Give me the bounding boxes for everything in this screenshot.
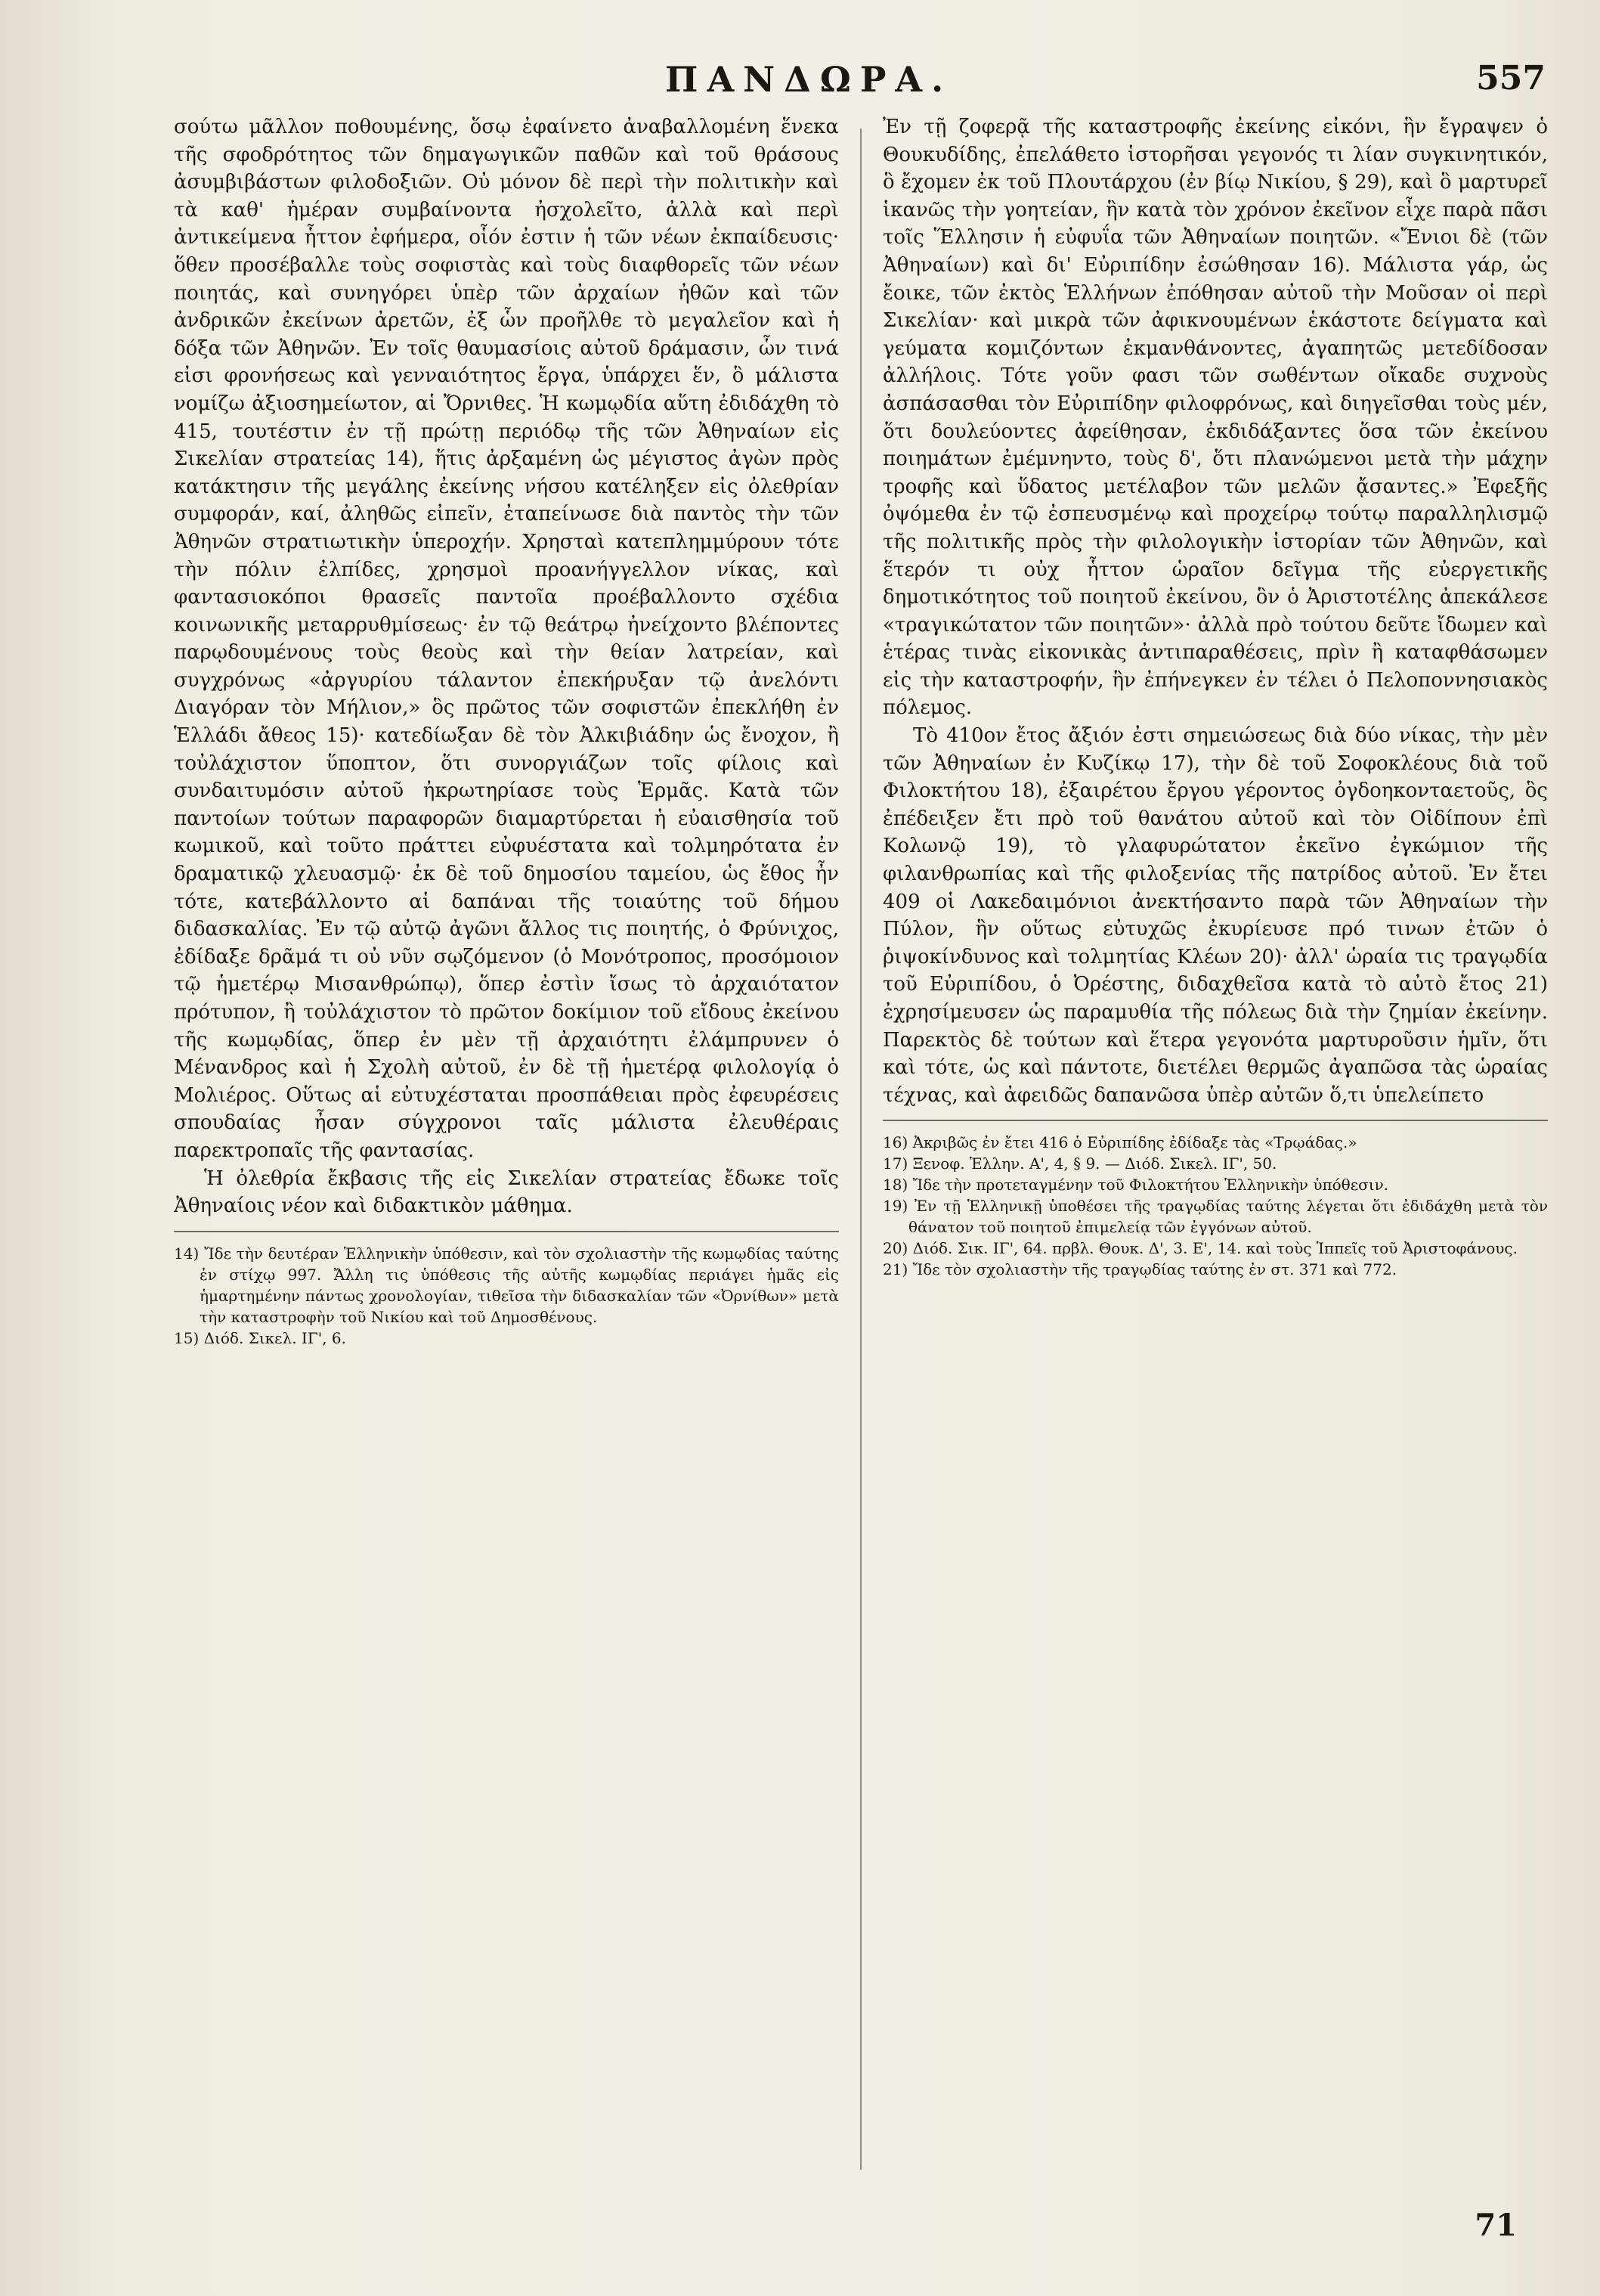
footnote-21: 21) Ἴδε τὸν σχολιαστὴν τῆς τραγῳδίας ταύτης ἐν στ. 371 καὶ 772. (883, 1260, 1397, 1279)
footnote-rule-right (883, 1120, 1548, 1121)
footnote-rule-left (174, 1231, 839, 1232)
left-paragraph-2: Ἡ ὀλεθρία ἔκβασις τῆς εἰς Σικελίαν στρατείας ἔδωκε τοῖς Ἀθηναίοις νέον καὶ διδακτικὸν μάθημα. (174, 1167, 839, 1218)
signature-mark: 71 (1475, 2208, 1517, 2243)
left-paragraph-1: σούτω μᾶλλον ποθουμένης, ὅσῳ ἐφαίνετο ἀναβαλλομένη ἕνεκα τῆς σφοδρότητος τῶν δημαγωγικῶν παθῶν καὶ τοῦ θράσους ἀσυμβιβάστων φιλοδοξιῶν. Οὐ μόνον δὲ περὶ τὴν πολιτικὴν καὶ τὰ καθ' ἡμέραν συμβαίνοντα ἠσχολεῖτο, ἀλλὰ καὶ περὶ ἀντικείμενα ἧττον ἐφήμερα, οἷόν ἐστιν ἡ τῶν νέων ἐκπαίδευσις· ὅθεν προσέβαλλε τοὺς σοφιστὰς καὶ τοὺς διαφθορεῖς τῶν νέων ποιητάς, καὶ συνηγόρει ὑπὲρ τῶν ἀρχαίων ἠθῶν καὶ τῶν ἀνδρικῶν ἐκείνων ἀρετῶν, ἐξ ὧν προῆλθε τὸ μεγαλεῖον καὶ ἡ δόξα τῶν Ἀθηνῶν. Ἐν τοῖς θαυμασίοις αὐτοῦ δράμασιν, ὧν τινά εἰσι φρονήσεως καὶ γενναιότητος ἔργα, ὑπάρχει ἕν, ὃ μάλιστα νομίζω ἀξιοσημείωτον, αἱ Ὄρνιθες. Ἡ κωμῳδία αὕτη ἐδιδάχθη τὸ 415, τουτέστιν ἐν τῇ πρώτῃ περιόδῳ τῆς τῶν Ἀθηναίων εἰς Σικελίαν στρατείας 14), ἥτις ἀρξαμένη ὡς μέγιστος ἀγὼν πρὸς κατάκτησιν τῆς μεγάλης ἐκείνης νήσου κατέληξεν εἰς ὀλεθρίαν συμφοράν, καί, ἀληθῶς εἰπεῖν, ἐταπείνωσε διὰ παντὸς τὴν τῶν Ἀθηνῶν στρατιωτικὴν ὑπεροχήν. Χρησταὶ κατεπλημμύρουν τότε τὴν πόλιν ἐλπίδες, χρησμοὶ προανήγγελλον νίκας, καὶ φαντασιοκόποι θρασεῖς παντοῖα προέβαλλοντο σχέδια κοινωνικῆς μεταρρυθμίσεως· ἐν τῷ θεάτρῳ ἠνείχοντο βλέποντες παρῳδουμένους τοὺς θεοὺς καὶ τὴν θείαν λατρείαν, καὶ συγχρόνως «ἀργυρίου τάλαντον ἐπεκήρυξαν τῷ ἀνελόντι Διαγόραν τὸν Μήλιον,» ὃς πρῶτος τῶν σοφιστῶν ἐπεκλήθη ἐν Ἑλλάδι ἄθεος 15)· κατεδίωξαν δὲ τὸν Ἀλκιβιάδην ὡς ἔνοχον, ἢ τοὐλάχιστον ὕποπτον, ὅτι συνοργιάζων τοῖς φίλοις καὶ συνδαιτυμόσιν αὐτοῦ ἠκρωτηρίασε τοὺς Ἑρμᾶς. Κατὰ τῶν παντοίων τούτων παραφορῶν διαμαρτύρεται ἡ εὐαισθησία τοῦ κωμικοῦ, καὶ τοῦτο πράττει εὐφυέστατα καὶ τολμηρότατα ἐν δραματικῷ χλευασμῷ· ἐκ δὲ τοῦ δημοσίου ταμείου, ὡς ἔθος ἦν τότε, κατεβάλλοντο αἱ δαπάναι τῆς τοιαύτης τοῦ δήμου διδασκαλίας. Ἐν τῷ αὐτῷ ἀγῶνι ἄλλος τις ποιητής, ὁ Φρύνιχος, ἐδίδαξε δρᾶμά τι οὐ νῦν σῳζόμενον (ὁ Μονότροπος, προσόμοιον τῷ ἡμετέρῳ Μισανθρώπῳ), ὅπερ ἐστὶν ἴσως τὸ ἀρχαιότατον πρότυπον, ἢ τοὐλάχιστον τὸ πρῶτον δοκίμιον τοῦ εἴδους ἐκείνου τῆς κωμῳδίας, ὅπερ ἐν μὲν τῇ ἀρχαιότητι ἐλάμπρυνεν ὁ Μένανδρος καὶ ἡ Σχολὴ αὐτοῦ, ἐν δὲ τῇ ἡμετέρᾳ φιλολογίᾳ ὁ Μολιέρος. Οὕτως αἱ εὐτυχέσταται προσπάθειαι πρὸς ἐφευρέσεις σπουδαίας ἦσαν σύγχρονοι ταῖς μάλιστα ἐλευθέραις παρεκτροπαῖς τῆς φαντασίας. (174, 116, 839, 1162)
footnote-15: 15) Διόδ. Σικελ. ΙΓ', 6. (174, 1328, 346, 1347)
page-header (0, 59, 1600, 112)
footnote-17: 17) Ξενοφ. Ἑλλην. Α', 4, § 9. — Διόδ. Σικελ. ΙΓ', 50. (883, 1154, 1277, 1173)
left-column (174, 113, 839, 2215)
footnote-20: 20) Διόδ. Σικ. ΙΓ', 64. πρβλ. Θουκ. Δ', 3. Ε', 14. καὶ τοὺς Ἱππεῖς τοῦ Ἀριστοφάνους. (883, 1239, 1518, 1258)
page-number: 557 (1476, 59, 1546, 98)
right-column (883, 113, 1548, 2215)
footnote-16: 16) Ἀκριβῶς ἐν ἔτει 416 ὁ Εὐριπίδης ἐδίδαξε τὰς «Τρῳάδας.» (883, 1133, 1357, 1152)
column-divider (860, 129, 862, 2170)
footnote-19: 19) Ἐν τῇ Ἑλληνικῇ ὑποθέσει τῆς τραγῳδίας ταύτης λέγεται ὅτι ἐδιδάχθη μετὰ τὸν θάνατον τοῦ ποιητοῦ ἐπιμελείᾳ τῶν ἐγγόνων αὐτοῦ. (883, 1197, 1548, 1237)
footnote-14: 14) Ἴδε τὴν δευτέραν Ἑλληνικὴν ὑπόθεσιν, καὶ τὸν σχολιαστὴν τῆς κωμῳδίας ταύτης ἐν στίχῳ 997. Ἄλλη τις ὑπόθεσις τῆς αὐτῆς κωμῳδίας περιάγει ἡμᾶς εἰς ἡμαρτημένην πάντως χρονολογίαν, τιθεῖσα τὴν διδασκαλίαν τῶν «Ὀρνίθων» μετὰ τὴν καταστροφὴν τοῦ Νικίου καὶ τοῦ Δημοσθένους. (174, 1244, 839, 1326)
right-paragraph-1: Ἐν τῇ ζοφερᾷ τῆς καταστροφῆς ἐκείνης εἰκόνι, ἣν ἔγραψεν ὁ Θουκυδίδης, ἐπελάθετο ἱστορῆσαι γεγονός τι λίαν συγκινητικόν, ὃ ἔχομεν ἐκ τοῦ Πλουτάρχου (ἐν βίῳ Νικίου, § 29), καὶ ὃ μαρτυρεῖ ἱκανῶς τὴν γοητείαν, ἣν κατὰ τὸν χρόνον ἐκεῖνον εἶχε παρὰ πᾶσι τοῖς Ἕλλησιν ἡ εὐφυΐα τῶν Ἀθηναίων ποιητῶν. «Ἔνιοι δὲ (τῶν Ἀθηναίων) καὶ δι' Εὐριπίδην ἐσώθησαν 16). Μάλιστα γάρ, ὡς ἔοικε, τῶν ἐκτὸς Ἑλλήνων ἐπόθησαν αὐτοῦ τὴν Μοῦσαν οἱ περὶ Σικελίαν· καὶ μικρὰ τῶν ἀφικνουμένων ἑκάστοτε δείγματα καὶ γεύματα κομιζόντων ἐκμανθάνοντες, ἀγαπητῶς μετεδίδοσαν ἀλλήλοις. Τότε γοῦν φασι τῶν σωθέντων οἴκαδε συχνοὺς ἀσπάσασθαι τὸν Εὐριπίδην φιλοφρόνως, καὶ διηγεῖσθαι τοὺς μέν, ὅτι δουλεύοντες ἀφείθησαν, ἐκδιδάξαντες ὅσα τῶν ἐκείνου ποιημάτων ἐμέμνηντο, τοὺς δ', ὅτι πλανώμενοι μετὰ τὴν μάχην τροφῆς καὶ ὕδατος μετέλαβον τῶν μελῶν ᾄσαντες.» Ἐφεξῆς ὀψόμεθα ἐν τῷ ἐσπευσμένῳ καὶ προχείρῳ τούτῳ παραλληλισμῷ τῆς πολιτικῆς πρὸς τὴν φιλολογικὴν ἱστορίαν τῶν Ἀθηνῶν, καὶ ἕτερόν τι οὐχ ἧττον ὡραῖον δεῖγμα τῆς εὐεργετικῆς δημοτικότητος τοῦ ποιητοῦ ἐκείνου, ὃν ὁ Ἀριστοτέλης ἀπεκάλεσε «τραγικώτατον τῶν ποιητῶν»· ἀλλὰ πρὸ τούτου δεῦτε ἴδωμεν καὶ ἑτέρας τινὰς εἰκονικὰς ἀντιπαραθέσεις, πρὶν ἢ καταφθάσωμεν εἰς τὴν καταστροφήν, ἣν ἐπήνεγκεν ἐν τέλει ὁ Πελοποννησιακὸς πόλεμος. (883, 116, 1548, 720)
right-paragraph-2: Τὸ 410ον ἔτος ἄξιόν ἐστι σημειώσεως διὰ δύο νίκας, τὴν μὲν τῶν Ἀθηναίων ἐν Κυζίκῳ 17), τὴν δὲ τοῦ Σοφοκλέους διὰ τοῦ Φιλοκτήτου 18), ἐξαιρέτου ἔργου γέροντος ὀγδοηκονταετοῦς, ὃς ἐπέδειξεν ἔτι πρὸ τοῦ θανάτου αὐτοῦ καὶ τὸν Οἰδίπουν ἐπὶ Κολωνῷ 19), τὸ γλαφυρώτατον ἐκεῖνο ἐγκώμιον τῆς φιλανθρωπίας καὶ τῆς φιλοξενίας τῆς πατρίδος αὐτοῦ. Ἐν ἔτει 409 οἱ Λακεδαιμόνιοι ἀνεκτήσαντο παρὰ τῶν Ἀθηναίων τὴν Πύλον, ἣν οὕτως εὐτυχῶς ἐκυρίευσε πρό τινων ἐτῶν ὁ ῥιψοκίνδυνος καὶ τολμητίας Κλέων 20)· ἀλλ' ὡραία τις τραγῳδία τοῦ Εὐριπίδου, ὁ Ὀρέστης, διδαχθεῖσα κατὰ τὸ αὐτὸ ἔτος 21) ἐχρησίμευσεν ὡς παραμυθία τῆς πόλεως διὰ τὴν ζημίαν ἐκείνην. Παρεκτὸς δὲ τούτων καὶ ἕτερα γεγονότα μαρτυροῦσιν ἡμῖν, ὅτι καὶ τότε, ὡς καὶ πάντοτε, διετέλει θερμῶς ἀγαπῶσα τὰς ὡραίας τέχνας, καὶ ἀφειδῶς δαπανῶσα ὑπὲρ αὐτῶν ὅ,τι ὑπελείπετο (883, 724, 1548, 1107)
footnote-18: 18) Ἴδε τὴν προτεταγμένην τοῦ Φιλοκτήτου Ἑλληνικὴν ὑπόθεσιν. (883, 1176, 1389, 1194)
running-title: ΠΑΝΔΩΡΑ. (665, 59, 953, 100)
